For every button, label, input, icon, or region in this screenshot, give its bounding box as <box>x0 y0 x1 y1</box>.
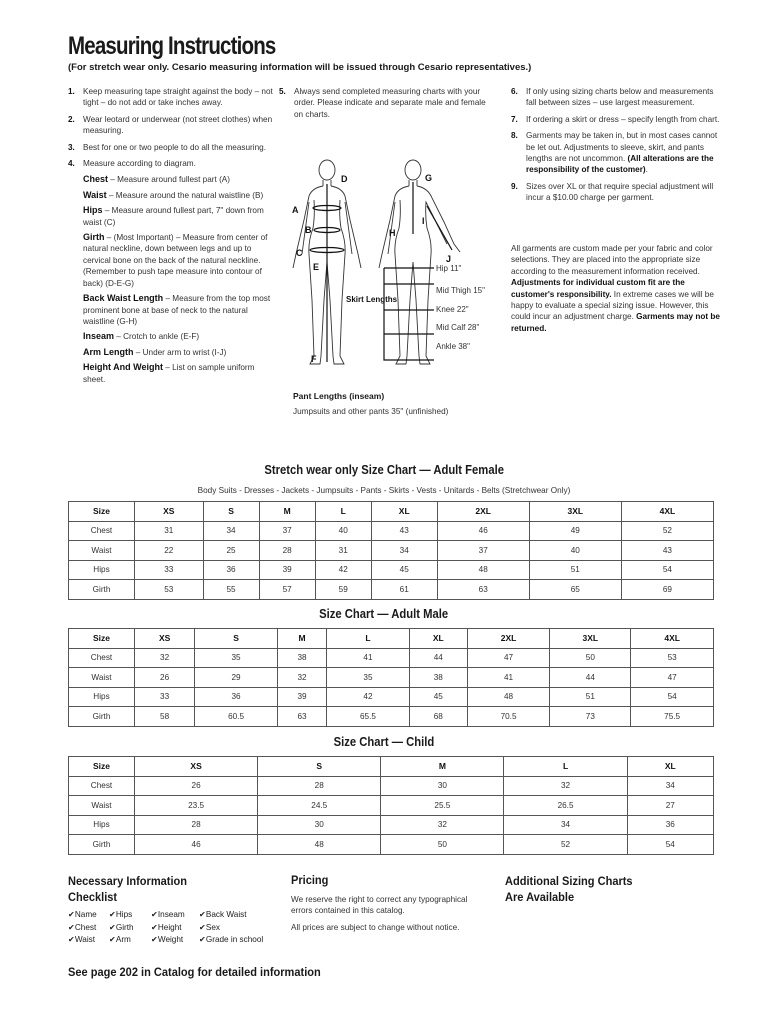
table-cell: 46 <box>437 521 529 541</box>
row-label: Hips <box>69 815 135 835</box>
column-header: Size <box>69 629 135 649</box>
table-cell: 58 <box>135 707 195 727</box>
step-7 <box>511 114 726 125</box>
back-left-arm <box>379 186 409 268</box>
measurement-diagram <box>284 150 506 390</box>
table-cell: 22 <box>135 541 204 561</box>
table-cell: 26 <box>135 776 258 796</box>
table-cell: 27 <box>627 796 713 816</box>
step-text: If ordering a skirt or dress – specify length from chart. <box>526 114 720 124</box>
measurement-text: – Crotch to ankle (E-F) <box>114 332 200 342</box>
footer-note: See page 202 in Catalog for detailed information <box>68 965 321 979</box>
measurement-name: Waist <box>83 189 107 200</box>
table-cell: 34 <box>203 521 259 541</box>
measurement-text: – List on sample uniform sheet. <box>83 363 255 384</box>
step-text: If only using sizing charts below and measurements fall between sizes – use largest measurement. <box>526 87 714 108</box>
row-label: Chest <box>69 521 135 541</box>
column-header: Size <box>69 502 135 522</box>
back-head <box>405 160 421 180</box>
checklist-heading: Necessary Information Checklist <box>68 874 188 904</box>
table-cell: 54 <box>631 687 714 707</box>
custom-text-1: All garments are custom made per your fabric and color selections. They are placed into the appropriate size according to the measurement information received. <box>511 244 713 276</box>
table-cell: 48 <box>437 560 529 580</box>
checklist-item: ✔Waist <box>68 935 96 945</box>
checklist-item: ✔Sex <box>199 922 220 932</box>
table-cell: 65.5 <box>327 707 410 727</box>
column-header: M <box>259 502 315 522</box>
table-row <box>69 521 714 541</box>
column-header: L <box>327 629 410 649</box>
table-cell: 44 <box>409 648 467 668</box>
table-cell: 31 <box>135 521 204 541</box>
column-header: M <box>381 757 504 777</box>
measurement-name: Height And Weight <box>83 362 163 373</box>
column-header: L <box>315 502 371 522</box>
table-cell: 61 <box>371 580 437 600</box>
table-row <box>69 560 714 580</box>
table-cell: 33 <box>135 560 204 580</box>
row-label: Girth <box>69 707 135 727</box>
label-d: D <box>341 174 348 184</box>
table-cell: 35 <box>327 668 410 688</box>
label-j: J <box>446 254 452 264</box>
additional-charts-heading: Additional Sizing Charts Are Available <box>505 874 633 904</box>
table-cell: 54 <box>621 560 713 580</box>
checklist-item: ✔Arm <box>109 935 131 945</box>
table-row <box>69 541 714 561</box>
table-cell: 32 <box>381 815 504 835</box>
size-chart-adult-male <box>68 628 714 727</box>
table-cell: 50 <box>550 648 631 668</box>
table-cell: 28 <box>258 776 381 796</box>
step-6 <box>511 86 726 109</box>
measurement-name: Hips <box>83 205 103 216</box>
table-cell: 41 <box>467 668 550 688</box>
column-header: XS <box>135 629 195 649</box>
table-cell: 39 <box>259 560 315 580</box>
measurement-girth <box>68 232 274 289</box>
table-cell: 47 <box>467 648 550 668</box>
step-number: 2. <box>68 114 75 124</box>
table-cell: 37 <box>259 521 315 541</box>
table-row <box>69 835 714 855</box>
checklist-row <box>68 922 263 935</box>
step-3 <box>68 142 274 153</box>
row-label: Chest <box>69 648 135 668</box>
table-cell: 25 <box>203 541 259 561</box>
table-row <box>69 815 714 835</box>
table-cell: 51 <box>550 687 631 707</box>
table-cell: 48 <box>467 687 550 707</box>
table-cell: 28 <box>259 541 315 561</box>
step-number: 8. <box>511 131 518 141</box>
row-label: Hips <box>69 687 135 707</box>
table-cell: 38 <box>277 648 326 668</box>
custom-fit-paragraph <box>511 243 721 334</box>
column-header: XL <box>371 502 437 522</box>
page-subtitle: (For stretch wear only. Cesario measuring information will be issued through Cesario representatives.) <box>68 62 532 73</box>
measurement-text: – Measure around fullest part (A) <box>108 175 230 185</box>
length-ankle: Ankle 38" <box>436 342 470 351</box>
column-header: S <box>258 757 381 777</box>
step-8 <box>511 130 726 176</box>
column-header: 3XL <box>529 502 621 522</box>
measurement-text: – Measure around fullest part, 7" down from waist (C) <box>83 206 264 227</box>
pricing-text-1: We reserve the right to correct any typographical errors contained in this catalog. <box>291 895 468 916</box>
length-knee: Knee 22" <box>436 305 469 314</box>
measurement-inseam <box>68 331 274 342</box>
table-cell: 63 <box>277 707 326 727</box>
column-header: 3XL <box>550 629 631 649</box>
row-label: Girth <box>69 835 135 855</box>
measurement-back-waist-length <box>68 293 274 327</box>
table-row <box>69 796 714 816</box>
table-cell: 36 <box>195 687 278 707</box>
measurement-name: Back Waist Length <box>83 293 164 304</box>
custom-bold-1: Adjustments for individual custom fit are the customer's responsibility. <box>511 278 685 299</box>
table-cell: 44 <box>550 668 631 688</box>
table-row <box>69 580 714 600</box>
table-cell: 29 <box>195 668 278 688</box>
label-g: G <box>425 173 433 183</box>
measurement-name: Inseam <box>83 331 115 342</box>
table-cell: 42 <box>315 560 371 580</box>
table-cell: 41 <box>327 648 410 668</box>
table-cell: 46 <box>135 835 258 855</box>
instructions-column-2 <box>279 86 494 125</box>
checklist-item: ✔Hips <box>109 910 133 919</box>
column-header: XL <box>409 629 467 649</box>
table-cell: 38 <box>409 668 467 688</box>
table-cell: 32 <box>277 668 326 688</box>
checklist-item: ✔Name <box>68 910 97 919</box>
skirt-lengths-label: Skirt Lengths <box>346 295 398 304</box>
table-cell: 33 <box>135 687 195 707</box>
length-mid-thigh: Mid Thigh 15" <box>436 286 485 295</box>
checklist-item: ✔Inseam <box>151 910 185 919</box>
table-cell: 40 <box>529 541 621 561</box>
table-cell: 53 <box>631 648 714 668</box>
table-cell: 51 <box>529 560 621 580</box>
size-chart-adult-female <box>68 501 714 600</box>
step-number: 7. <box>511 114 518 124</box>
table-cell: 47 <box>631 668 714 688</box>
row-label: Hips <box>69 560 135 580</box>
table-cell: 49 <box>529 521 621 541</box>
table-cell: 35 <box>195 648 278 668</box>
table-row <box>69 687 714 707</box>
checklist-item: ✔Back Waist <box>199 910 247 919</box>
column-header: 2XL <box>467 629 550 649</box>
instructions-column-3 <box>511 86 726 209</box>
step-9 <box>511 181 726 204</box>
step-bold-text: (All alterations are the responsibility of the customer) <box>526 154 714 175</box>
step-text: Wear leotard or underwear (not street clothes) when measuring. <box>83 114 273 136</box>
pant-lengths-heading: Pant Lengths (inseam) <box>293 391 385 401</box>
row-label: Waist <box>69 668 135 688</box>
column-header: S <box>203 502 259 522</box>
table-cell: 42 <box>327 687 410 707</box>
step-text: Best for one or two people to do all the measuring. <box>83 142 266 152</box>
table-cell: 63 <box>437 580 529 600</box>
step-number: 6. <box>511 87 518 96</box>
step-tail: . <box>645 165 648 175</box>
label-b: B <box>305 225 312 235</box>
measurement-waist <box>68 190 274 201</box>
step-number: 5. <box>279 87 286 96</box>
step-number: 4. <box>68 159 75 169</box>
step-2 <box>68 114 274 137</box>
length-mid-calf: Mid Calf 28" <box>436 323 480 332</box>
female-chart-caption: Body Suits - Dresses - Jackets - Jumpsuits - Pants - Skirts - Vests - Unitards - Belts (Stretchwear Only) <box>197 486 571 495</box>
table-row <box>69 707 714 727</box>
measurement-hips <box>68 205 274 228</box>
step-text: Keep measuring tape straight against the body – not tight – do not add or take inches away. <box>83 87 273 108</box>
measurement-arm-length <box>68 347 274 358</box>
front-head <box>319 160 335 180</box>
instructions-column-1 <box>68 86 274 389</box>
checklist <box>68 909 263 947</box>
table-cell: 59 <box>315 580 371 600</box>
column-header: 2XL <box>437 502 529 522</box>
column-header: M <box>277 629 326 649</box>
table-cell: 34 <box>504 815 627 835</box>
table-cell: 57 <box>259 580 315 600</box>
checklist-item: ✔Chest <box>68 922 97 932</box>
pricing-heading: Pricing <box>291 873 329 887</box>
table-cell: 30 <box>258 815 381 835</box>
table-cell: 60.5 <box>195 707 278 727</box>
checklist-item: ✔Grade in school <box>199 935 264 945</box>
measurement-text: – Under arm to wrist (I-J) <box>133 347 227 357</box>
page-title: Measuring Instructions <box>68 32 276 60</box>
table-cell: 30 <box>381 776 504 796</box>
label-f: F <box>311 354 317 364</box>
table-cell: 34 <box>627 776 713 796</box>
pricing-text-2: All prices are subject to change without notice. <box>291 923 460 932</box>
label-h: H <box>389 228 396 238</box>
table-cell: 52 <box>621 521 713 541</box>
table-cell: 39 <box>277 687 326 707</box>
table-cell: 23.5 <box>135 796 258 816</box>
column-header: XS <box>135 502 204 522</box>
table-cell: 69 <box>621 580 713 600</box>
table-row <box>69 668 714 688</box>
female-chart-title: Stretch wear only Size Chart — Adult Female <box>264 463 504 477</box>
table-cell: 28 <box>135 815 258 835</box>
pant-lengths-text: Jumpsuits and other pants 35" (unfinished) <box>293 407 449 416</box>
table-cell: 36 <box>627 815 713 835</box>
table-cell: 24.5 <box>258 796 381 816</box>
measurement-text: – (Most Important) – Measure from center of natural neckline, down between legs and up to cervical bone on the back of the natural neckline. (Remember to push tape measure into contour of back) (D-E-G) <box>83 233 268 288</box>
table-cell: 52 <box>504 835 627 855</box>
checklist-row <box>68 934 263 947</box>
column-header: XS <box>135 757 258 777</box>
table-cell: 25.5 <box>381 796 504 816</box>
measurement-text: – Measure around the natural waistline (B) <box>106 190 264 200</box>
checklist-item: ✔Weight <box>151 935 184 945</box>
label-a: A <box>292 205 299 215</box>
row-label: Chest <box>69 776 135 796</box>
table-cell: 31 <box>315 541 371 561</box>
step-text: Sizes over XL or that require special adjustment will incur a $10.00 charge per garment. <box>526 181 714 203</box>
column-header: XL <box>627 757 713 777</box>
table-cell: 43 <box>371 521 437 541</box>
column-header: 4XL <box>621 502 713 522</box>
table-cell: 70.5 <box>467 707 550 727</box>
measurement-name: Chest <box>83 174 109 185</box>
table-row <box>69 648 714 668</box>
table-cell: 32 <box>504 776 627 796</box>
measurement-chest <box>68 174 274 185</box>
table-header-row <box>69 757 714 777</box>
table-cell: 40 <box>315 521 371 541</box>
step-4 <box>68 158 274 169</box>
measurement-name: Girth <box>83 232 105 243</box>
custom-bold-2: Garments may not be returned. <box>511 312 720 333</box>
body-figures <box>284 150 506 390</box>
table-cell: 45 <box>371 560 437 580</box>
size-chart-child <box>68 756 714 855</box>
checklist-row <box>68 909 263 922</box>
column-header: S <box>195 629 278 649</box>
length-hip: Hip 11" <box>436 264 462 273</box>
measurement-name: Arm Length <box>83 346 134 357</box>
label-e: E <box>313 262 320 272</box>
table-cell: 73 <box>550 707 631 727</box>
table-cell: 54 <box>627 835 713 855</box>
row-label: Waist <box>69 541 135 561</box>
table-cell: 26.5 <box>504 796 627 816</box>
step-text: Garments may be taken in, but in most cases cannot be let out. Adjustments to sleeve, skirt, and pants lengths are not uncommon. <box>526 131 718 164</box>
measurement-text: – Measure from the top most prominent bone at base of neck to the natural waistline (G-H) <box>83 294 271 326</box>
male-chart-title: Size Chart — Adult Male <box>319 607 449 621</box>
table-cell: 55 <box>203 580 259 600</box>
custom-text-2: In extreme cases we will be happy to evaluate a special sizing issue. However, this could incur an adjustment charge. <box>511 289 714 322</box>
table-cell: 75.5 <box>631 707 714 727</box>
step-5 <box>279 86 494 120</box>
checklist-item: ✔Girth <box>109 922 134 932</box>
table-header-row <box>69 502 714 522</box>
table-cell: 53 <box>135 580 204 600</box>
step-text: Always send completed measuring charts with your order. Please indicate and separate male and female on charts. <box>294 87 486 119</box>
measurement-height-weight <box>68 362 274 385</box>
back-body <box>395 200 447 364</box>
step-number: 1. <box>68 87 75 96</box>
column-header: 4XL <box>631 629 714 649</box>
table-cell: 68 <box>409 707 467 727</box>
table-cell: 34 <box>371 541 437 561</box>
column-header: Size <box>69 757 135 777</box>
table-cell: 43 <box>621 541 713 561</box>
table-cell: 32 <box>135 648 195 668</box>
row-label: Waist <box>69 796 135 816</box>
table-row <box>69 776 714 796</box>
table-cell: 65 <box>529 580 621 600</box>
checklist-item: ✔Height <box>151 922 182 932</box>
child-chart-title: Size Chart — Child <box>333 735 435 749</box>
step-1 <box>68 86 274 109</box>
label-i: I <box>422 216 425 226</box>
table-cell: 36 <box>203 560 259 580</box>
table-cell: 50 <box>381 835 504 855</box>
column-header: L <box>504 757 627 777</box>
step-text: Measure according to diagram. <box>83 159 196 169</box>
step-number: 3. <box>68 142 75 152</box>
table-cell: 26 <box>135 668 195 688</box>
step-number: 9. <box>511 181 518 191</box>
table-cell: 48 <box>258 835 381 855</box>
row-label: Girth <box>69 580 135 600</box>
table-cell: 37 <box>437 541 529 561</box>
table-header-row <box>69 629 714 649</box>
label-c: C <box>296 248 303 258</box>
table-cell: 45 <box>409 687 467 707</box>
